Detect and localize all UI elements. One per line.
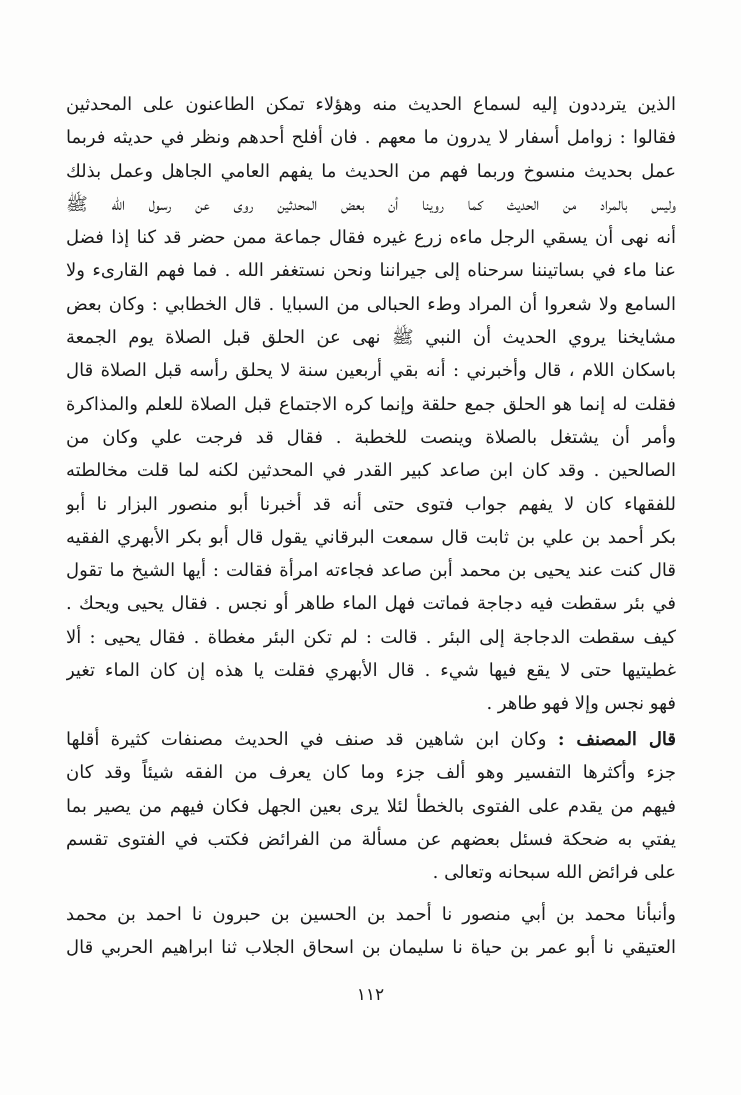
text-line — [66, 723, 676, 756]
text-line: عنا ماء في بساتيننا سرحناه إلى جيراننا ونحن نستغفر الله . فما فهم القارىء ولا — [66, 260, 676, 282]
paragraph-2 — [66, 723, 676, 889]
text-line: يفتي به ضحكة فسئل بعضهم عن مسألة من الفرائض فكتب في الفتوى تقسم — [66, 828, 676, 850]
text-line: وأنبأنا محمد بن أبي منصور نا أحمد بن الحسين بن حبرون نا احمد بن محمد — [66, 904, 676, 925]
text-line: في بئر سقطت فيه دجاجة فماتت فهل الماء طاهر أو نجس . فقال يحيى ويحك . — [66, 593, 676, 615]
text-line: فقلت له إنما هو الحلق جمع حلقة وإنما كره الاجتماع قبل الصلاة للعلم والمذاكرة — [66, 393, 676, 415]
text-line: على فرائض الله سبحانه وتعالى . — [432, 862, 676, 884]
text-line: غطيتيها حتى لا يقع فيها شيء . قال الأبهري فقلت يا هذه إن كان الماء تغير — [66, 660, 676, 682]
text-line: جزء وأكثرها التفسير وهو ألف جزء وما كان يعرف من الفقه شيئاً وقد كان — [66, 762, 676, 784]
text-fragment: وكان ابن شاهين قد صنف في الحديث مصنفات كثيرة أقلها — [66, 729, 558, 750]
text-line: أنه نهى أن يسقي الرجل ماءه زرع غيره فقال جماعة ممن حضر قد كنا إذا فضل — [66, 227, 676, 249]
text-line: السامع ولا شعروا أن المراد وطء الحبالى من السبايا . قال الخطابي : وكان بعض — [66, 293, 676, 315]
text-line: الذين يترددون إليه لسماع الحديث منه وهؤلاء تمكن الطاعنون على المحدثين — [66, 94, 676, 115]
text-line: العتيقي نا أبو عمر بن حياة نا سليمان بن اسحاق الجلاب ثنا ابراهيم الحربي قال — [66, 937, 676, 959]
text-line: كيف سقطت الدجاجة إلى البئر . قالت : لم تكن البئر مغطاة . فقال يحيى : ألا — [66, 626, 676, 648]
text-line: بكر أحمد بن علي بن ثابت قال سمعت البرقاني يقول قال أبو بكر الأبهري الفقيه — [66, 526, 676, 548]
paragraph-3 — [66, 898, 676, 965]
text-line: عمل بحديث منسوخ وربما فهم من الحديث ما يفهم العامي الجاهل وعمل بذلك — [66, 160, 676, 182]
page-number: ١١٢ — [356, 985, 385, 1005]
text-line: قال كنت عند يحيى بن محمد أبن صاعد فجاءته امرأة فقالت : أيها الشيخ ما تقول — [66, 560, 676, 582]
text-line: فهو نجس وإلا فهو طاهر . — [486, 693, 676, 715]
text-line: باسكان اللام ، قال وأخبرني : أنه بقي أربعين سنة لا يحلق رأسه قبل الصلاة قال — [66, 360, 676, 382]
text-line: مشايخنا يروي الحديث أن النبي ﷺ نهى عن الحلق قبل الصلاة يوم الجمعة — [66, 327, 676, 349]
text-line: فقالوا : زوامل أسفار لا يدرون ما معهم . فان أفلح أحدهم ونظر في حديثه فربما — [66, 127, 676, 149]
text-line: فيهم من يقدم على الفتوى بالخطأ لئلا يرى بعين الجهل فكان فيهم من يصير بما — [66, 795, 676, 817]
text-line: وأمر أن يشتغل بالصلاة وينصت للخطبة . فقال قد فرجت علي وكان من — [66, 426, 676, 448]
paragraph-1 — [66, 88, 676, 721]
text-line: الصالحين . وقد كان ابن صاعد كبير القدر في المحدثين لكنه لما قلت مخالطته — [66, 460, 676, 482]
text-line: وليس بالمراد من الحديث كما روينا أن بعض المحدثين روى عن رسول الله ﷺ — [66, 193, 676, 215]
author-lead: قال المصنف : — [557, 729, 676, 750]
text-line: للفقهاء كان لا يفهم جواب فتوى حتى أنه قد أخبرنا أبو منصور البزار نا أبو — [66, 493, 676, 515]
